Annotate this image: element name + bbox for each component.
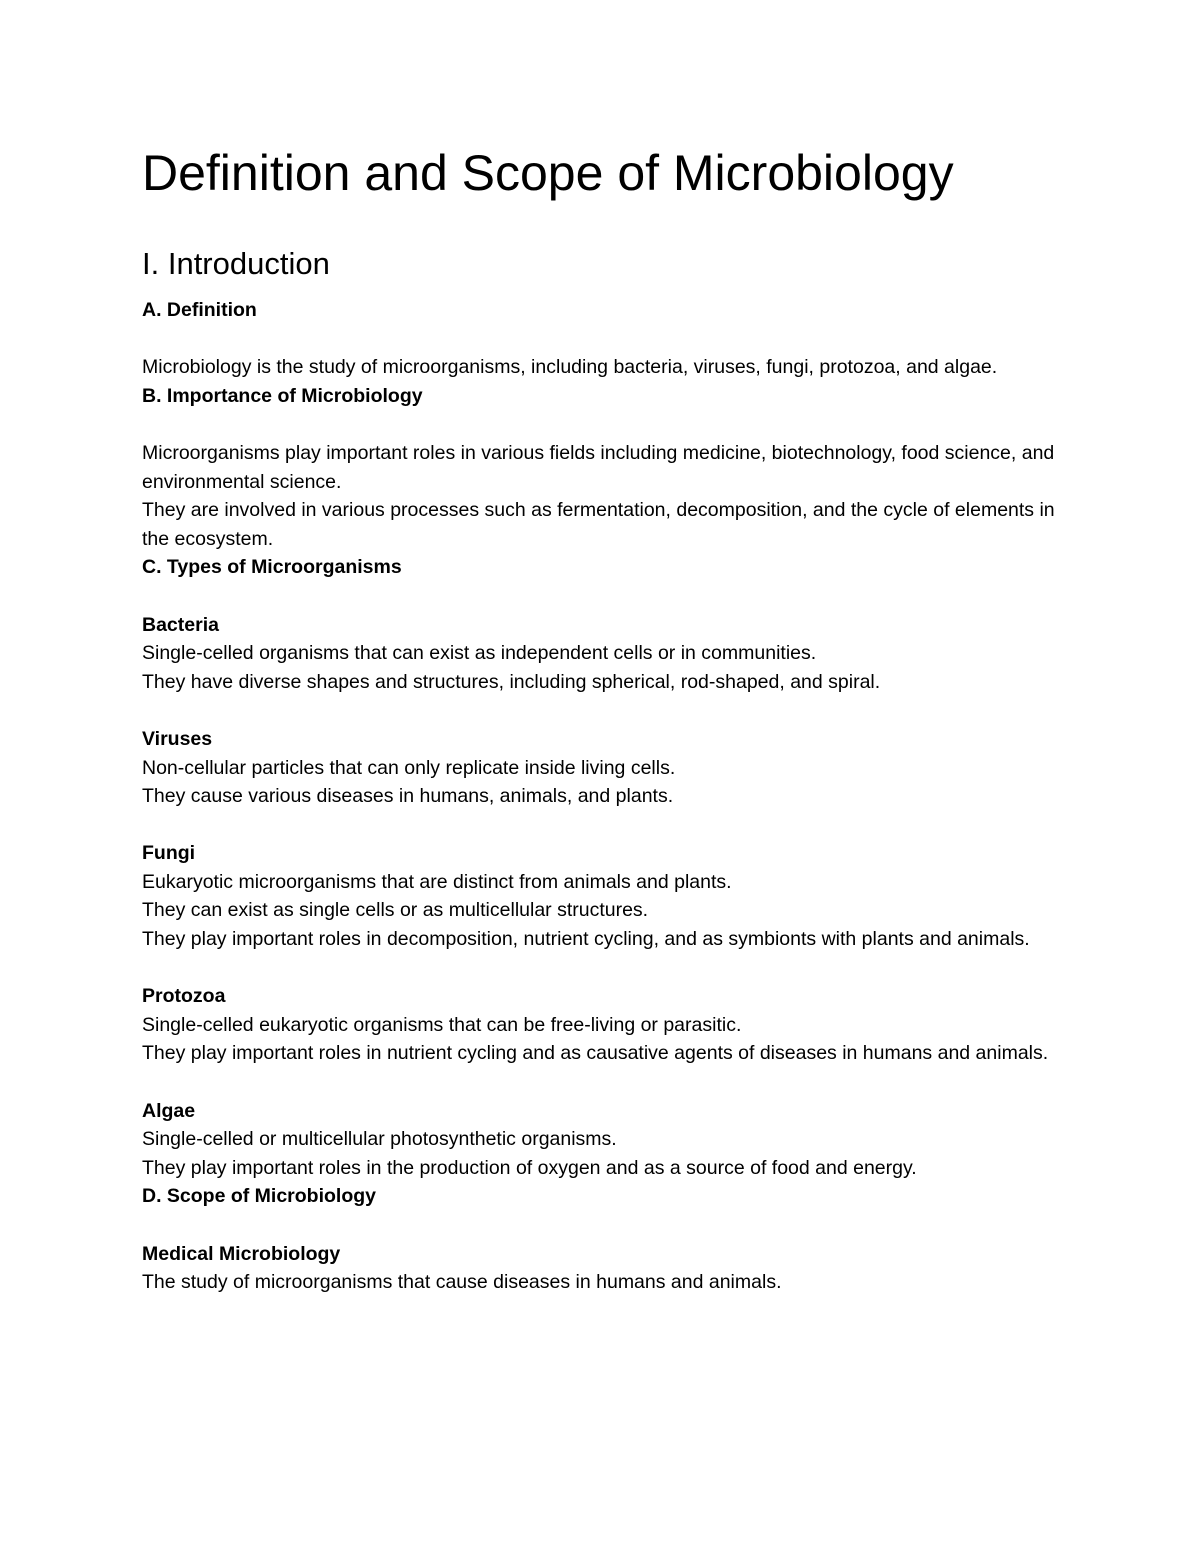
section-heading-introduction: I. Introduction [142, 246, 330, 281]
medical-microbiology-text: The study of microorganisms that cause diseases in humans and animals. [142, 1271, 782, 1294]
bacteria-line-1: Single-celled organisms that can exist as independent cells or in communities. [142, 642, 817, 665]
importance-paragraph-2: They are involved in various processes such as fermentation, decomposition, and the cycle of elements in the ecosystem. [142, 499, 1055, 550]
fungi-line-1: Eukaryotic microorganisms that are distinct from animals and plants. [142, 870, 732, 893]
viruses-line-2: They cause various diseases in humans, animals, and plants. [142, 785, 674, 808]
subheading-definition: A. Definition [142, 299, 257, 321]
bacteria-heading: Bacteria [142, 613, 219, 636]
spacer [142, 954, 1072, 983]
subheading-scope: D. Scope of Microbiology [142, 1185, 377, 1208]
spacer [142, 696, 1072, 725]
algae-line-1: Single-celled or multicellular photosynthetic organisms. [142, 1128, 617, 1151]
viruses-heading: Viruses [142, 727, 213, 750]
document-title: Definition and Scope of Microbiology [142, 145, 954, 201]
spacer [142, 582, 1072, 611]
fungi-line-2: They can exist as single cells or as multicellular structures. [142, 899, 649, 922]
algae-line-2: They play important roles in the production of oxygen and as a source of food and energy. [142, 1156, 917, 1179]
protozoa-line-1: Single-celled eukaryotic organisms that can be free-living or parasitic. [142, 1013, 742, 1036]
definition-text: Microbiology is the study of microorganisms, including bacteria, viruses, fungi, protozoa, and algae. [142, 356, 998, 379]
spacer [142, 410, 1072, 439]
bacteria-line-2: They have diverse shapes and structures, including spherical, rod-shaped, and spiral. [142, 670, 881, 693]
spacer [142, 325, 1072, 354]
importance-paragraph-1: Microorganisms play important roles in various fields including medicine, biotechnology, food science, and environmental science. [142, 441, 1055, 493]
fungi-heading: Fungi [142, 842, 196, 865]
protozoa-line-2: They play important roles in nutrient cycling and as causative agents of diseases in humans and animals. [142, 1042, 1049, 1065]
fungi-line-3: They play important roles in decomposition, nutrient cycling, and as symbionts with plants and animals. [142, 928, 1030, 951]
spacer [142, 1068, 1072, 1097]
viruses-line-1: Non-cellular particles that can only replicate inside living cells. [142, 756, 676, 779]
subheading-types: C. Types of Microorganisms [142, 556, 402, 579]
spacer [142, 811, 1072, 840]
algae-heading: Algae [142, 1099, 196, 1122]
medical-microbiology-heading: Medical Microbiology [142, 1242, 341, 1265]
spacer [142, 1211, 1072, 1240]
subheading-importance: B. Importance of Microbiology [142, 384, 423, 407]
document-body [142, 296, 1072, 1297]
protozoa-heading: Protozoa [142, 985, 226, 1008]
